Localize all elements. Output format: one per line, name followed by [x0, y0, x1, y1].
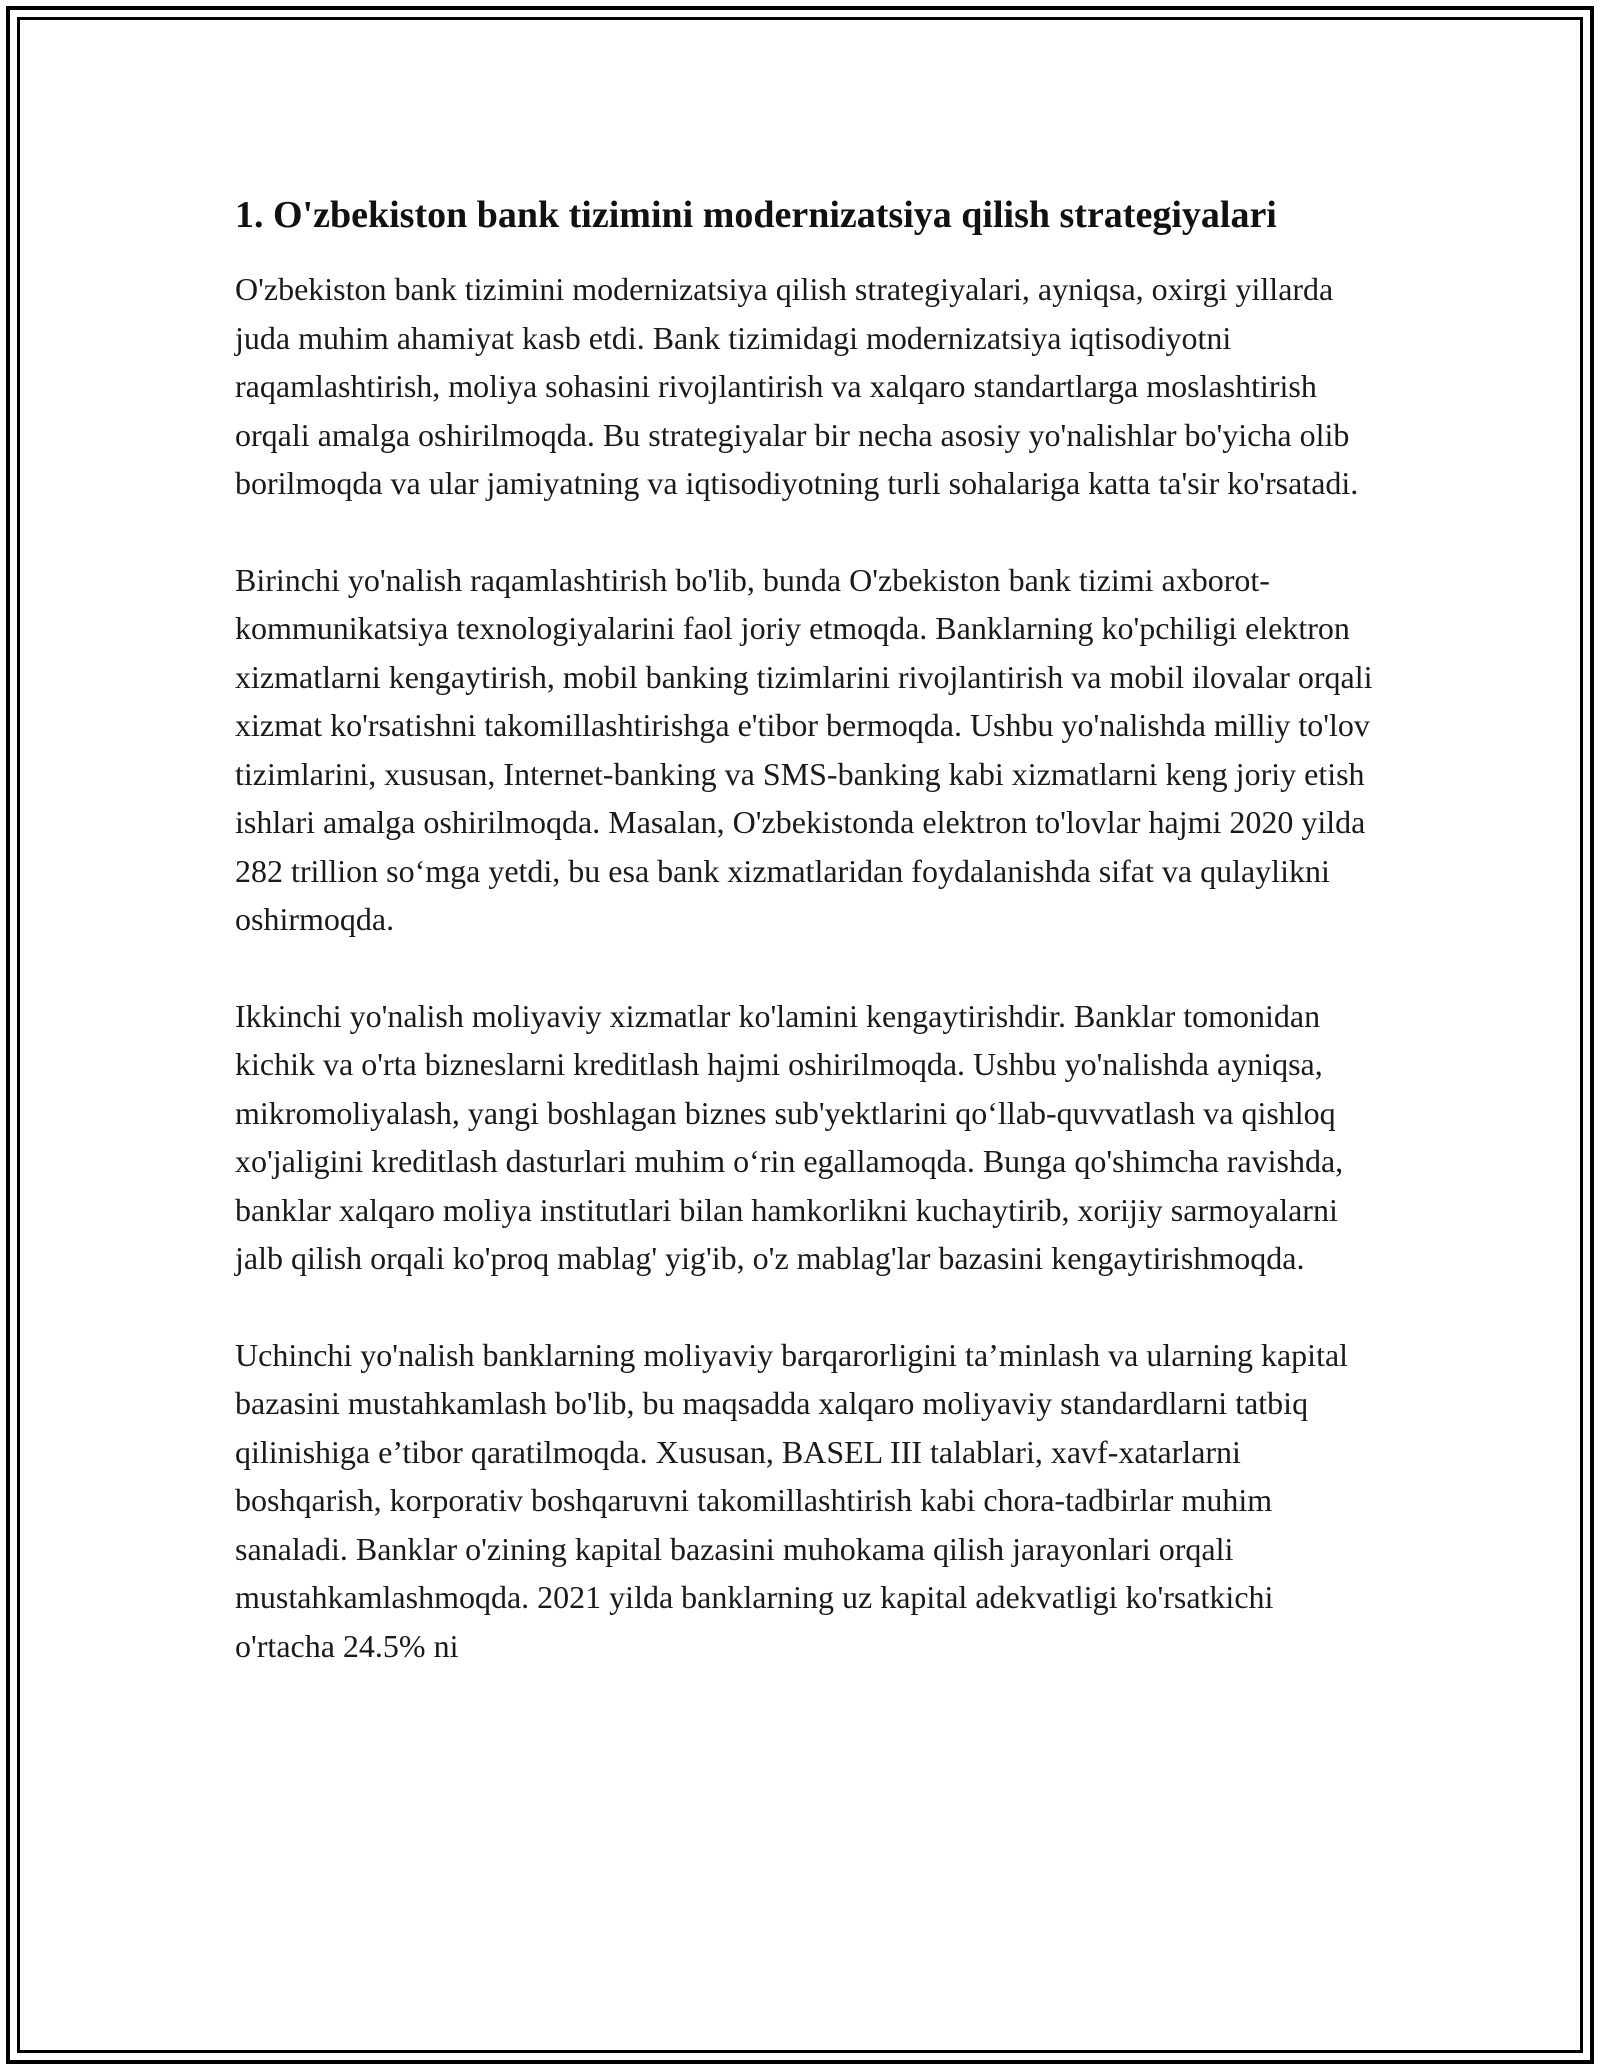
section-heading: 1. O'zbekiston bank tizimini modernizatsiya qilish strategiyalari: [235, 194, 1277, 236]
paragraph-financial-stability: Uchinchi yo'nalish banklarning moliyaviy barqarorligini ta’minlash va ularning kapital bazasini mustahkamlash bo'lib, bu maqsadda xalqaro moliyaviy standardlarni tatbiq qilinishiga e’tibor qaratilmoqda. Xususan, BASEL III talablari, xavf-xatarlarni boshqarish, korporativ boshqaruvni takomillashtirish kabi chora-tadbirlar muhim sanaladi. Banklar o'zining kapital bazasini muhokama qilish jarayonlari orqali mustahkamlashmoqda. 2021 yilda banklarning uz kapital adekvatligi ko'rsatkichi o'rtacha 24.5% ni: [235, 1336, 1349, 1664]
paragraph-intro: O'zbekiston bank tizimini modernizatsiya qilish strategiyalari, ayniqsa, oxirgi yillarda juda muhim ahamiyat kasb etdi. Bank tizimidagi modernizatsiya iqtisodiyotni raqamlashtirish, moliya sohasini rivojlantirish va xalqaro standartlarga moslashtirish orqali amalga oshirilmoqda. Bu strategiyalar bir necha asosiy yo'nalishlar bo'yicha olib borilmoqda va ular jamiyatning va iqtisodiyotning turli sohalariga katta ta'sir ko'rsatadi.: [235, 271, 1359, 501]
document-body: [235, 188, 1375, 1670]
paragraph-financial-services: Ikkinchi yo'nalish moliyaviy xizmatlar ko'lamini kengaytirishdir. Banklar tomonidan kichik va o'rta bizneslarni kreditlash hajmi oshirilmoqda. Ushbu yo'nalishda ayniqsa, mikromoliyalash, yangi boshlagan biznes sub'yektlarini qo‘llab-quvvatlash va qishloq xo'jaligini kreditlash dasturlari muhim o‘rin egallamoqda. Bunga qo'shimcha ravishda, banklar xalqaro moliya institutlari bilan hamkorlikni kuchaytirib, xorijiy sarmoyalarni jalb qilish orqali ko'proq mablag' yig'ib, o'z mablag'lar bazasini kengaytirishmoqda.: [235, 997, 1344, 1276]
paragraph-digitalization: Birinchi yo'nalish raqamlashtirish bo'lib, bunda O'zbekiston bank tizimi axborot-kommunikatsiya texnologiyalarini faol joriy etmoqda. Banklarning ko'pchiligi elektron xizmatlarni kengaytirish, mobil banking tizimlarini rivojlantirish va mobil ilovalar orqali xizmat ko'rsatishni takomillashtirishga e'tibor bermoqda. Ushbu yo'nalishda milliy to'lov tizimlarini, xususan, Internet-banking va SMS-banking kabi xizmatlarni keng joriy etish ishlari amalga oshirilmoqda. Masalan, O'zbekistonda elektron to'lovlar hajmi 2020 yilda 282 trillion so‘mga yetdi, bu esa bank xizmatlaridan foydalanishda sifat va qulaylikni oshirmoqda.: [235, 561, 1373, 937]
